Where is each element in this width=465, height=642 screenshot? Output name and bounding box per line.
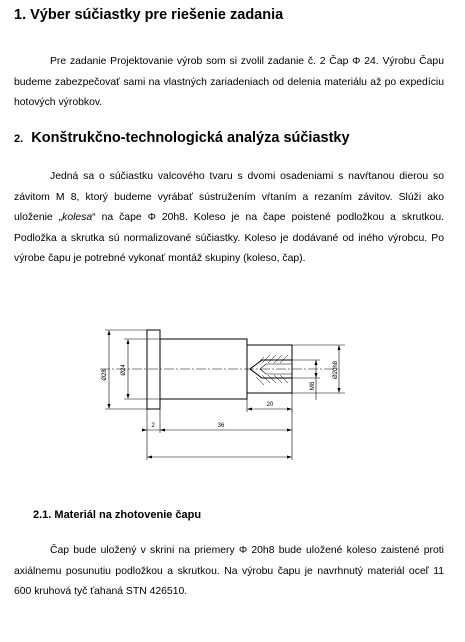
- dim-20-label: 20: [266, 402, 274, 408]
- dim-d28-label: Ø28: [102, 369, 108, 381]
- dim-d24-label: Ø24: [121, 364, 127, 376]
- section-1-paragraph: Pre zadanie Projektovanie výrob som si zvolil zadanie č. 2 Čap Φ 24. Výrobu Čapu budeme zabezpečovať sami na vlastných zariadeniach od delenia materiálu až po expedíciu hotových výrobkov.: [14, 56, 444, 108]
- dim-m8-label: M8: [310, 381, 316, 391]
- section-2-title: Konštrukčno-technologická analýza súčiastky: [31, 130, 350, 146]
- section-2-1-heading: 2.1. Materiál na zhotovenie čapu: [33, 509, 202, 521]
- section-2-heading: [14, 130, 350, 146]
- section-2-paragraph: Jedná sa o súčiastku valcového tvaru s dvomi osadeniami s navŕtanou dierou so závitom M 8, ktorý budeme vyrábať sústružením vŕtaním a rezaním závitov. Slúži ako uloženie „kolesa“ na čape Φ 20h8. Koleso je na čape poistené podložkou a skrutkou. Podložka a skrutka sú normalizované súčiastky. Koleso je dodávané od iného výrobcu. Po výrobe čapu je potrebné vykonať montáž skupiny (koleso, čap).: [14, 171, 444, 264]
- section-2-number: 2.: [14, 133, 24, 145]
- section-2-1-paragraph: Čap bude uložený v skrini na priemery Φ 20h8 bude uložené koleso zaistené proti axiálnemu posunutiu podložkou a skrutkou. Na výrobu čapu je navrhnutý materiál oceľ 11 600 kruhová tyč ťahaná STN 426510.: [14, 545, 444, 597]
- technical-drawing: [0, 320, 465, 480]
- section-1-heading: 1. Výber súčiastky pre riešenie zadania: [14, 7, 284, 23]
- dim-2-label: 2: [151, 423, 155, 429]
- dim-d20h8-label: Ø20h8: [333, 360, 339, 380]
- arrowheads: [108, 330, 341, 459]
- flange-outline: [147, 330, 160, 409]
- kolesa-italic: kolesa: [62, 212, 93, 223]
- dim-36-label: 36: [217, 423, 225, 429]
